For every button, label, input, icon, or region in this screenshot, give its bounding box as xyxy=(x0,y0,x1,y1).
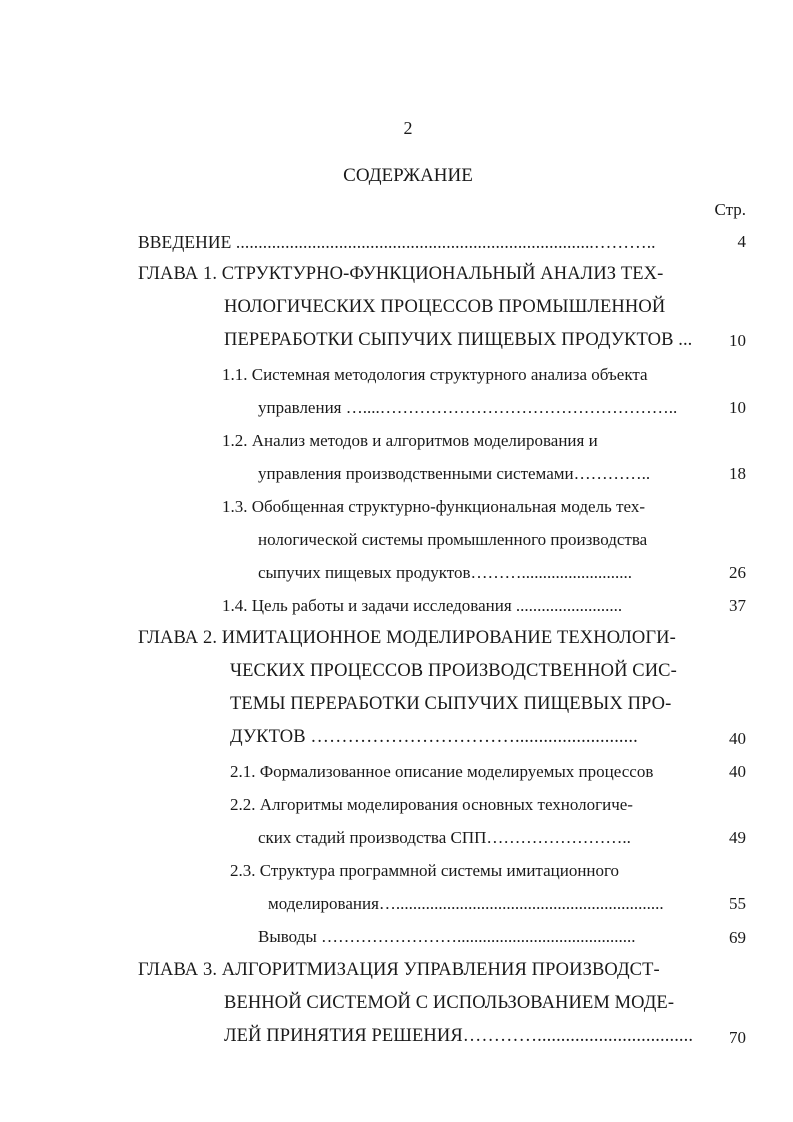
toc-chapter-2-title-cont: ДУКТОВ …………………………….......................... xyxy=(230,727,638,747)
toc-page-number: 10 xyxy=(729,398,746,417)
toc-page-number: 40 xyxy=(729,762,746,781)
toc-chapter-1-title: ГЛАВА 1. СТРУКТУРНО-ФУНКЦИОНАЛЬНЫЙ АНАЛИЗ ТЕХ- xyxy=(138,264,664,284)
toc-section-1-2: 1.2. Анализ методов и алгоритмов моделирования и xyxy=(222,431,598,450)
toc-section-2-3-cont: моделирования…............................................................... xyxy=(268,894,664,913)
toc-chapter-3-title-cont: ЛЕЙ ПРИНЯТИЯ РЕШЕНИЯ…………................................. xyxy=(224,1026,694,1046)
toc-section-1-1-cont: управления …....…………………………………………….. xyxy=(258,398,678,417)
toc-entry-introduction: ВВЕДЕНИЕ ................................................................................……….. xyxy=(138,232,656,252)
toc-section-1-1: 1.1. Системная методология структурного анализа объекта xyxy=(222,365,648,384)
toc-chapter-3-title-cont: ВЕННОЙ СИСТЕМОЙ С ИСПОЛЬЗОВАНИЕМ МОДЕ- xyxy=(224,993,675,1013)
toc-chapter-2-title: ГЛАВА 2. ИМИТАЦИОННОЕ МОДЕЛИРОВАНИЕ ТЕХНОЛОГИ- xyxy=(138,628,676,648)
toc-section-2-2: 2.2. Алгоритмы моделирования основных технологиче- xyxy=(230,795,633,814)
page-number: 2 xyxy=(403,118,413,138)
toc-section-1-3-cont: сыпучих пищевых продуктов……….......................... xyxy=(258,563,633,582)
page-title: СОДЕРЖАНИЕ xyxy=(343,165,473,186)
toc-chapter-2-title-cont: ЧЕСКИХ ПРОЦЕССОВ ПРОИЗВОДСТВЕННОЙ СИС- xyxy=(230,661,677,681)
toc-chapter-3-title: ГЛАВА 3. АЛГОРИТМИЗАЦИЯ УПРАВЛЕНИЯ ПРОИЗВОДСТ- xyxy=(138,960,660,980)
toc-section-1-4: 1.4. Цель работы и задачи исследования ......................... xyxy=(222,596,623,615)
toc-section-2-1: 2.1. Формализованное описание моделируемых процессов xyxy=(230,762,654,781)
toc-page-number: 18 xyxy=(729,464,746,483)
toc-page-number: 70 xyxy=(729,1028,746,1047)
toc-section-1-2-cont: управления производственными системами………….. xyxy=(258,464,651,483)
toc-page-number: 69 xyxy=(729,928,746,947)
toc-page-number: 37 xyxy=(729,596,746,615)
toc-chapter-2-title-cont: ТЕМЫ ПЕРЕРАБОТКИ СЫПУЧИХ ПИЩЕВЫХ ПРО- xyxy=(230,694,672,714)
toc-section-2-2-cont: ских стадий производства СПП…………………….. xyxy=(258,828,631,847)
toc-section-2-3: 2.3. Структура программной системы имитационного xyxy=(230,861,620,880)
toc-page-number: 26 xyxy=(729,563,746,582)
toc-page-number: 55 xyxy=(729,894,746,913)
toc-page-number: 40 xyxy=(729,729,746,748)
toc-conclusions: Выводы …………………….......................................... xyxy=(258,927,636,946)
toc-page-number: 10 xyxy=(729,331,746,350)
toc-chapter-1-title-cont: НОЛОГИЧЕСКИХ ПРОЦЕССОВ ПРОМЫШЛЕННОЙ xyxy=(224,297,666,317)
toc-page-number: 49 xyxy=(729,828,746,847)
toc-page-number: 4 xyxy=(737,232,746,251)
toc-section-1-3-cont: нологической системы промышленного производства xyxy=(258,530,648,549)
toc-section-1-3: 1.3. Обобщенная структурно-функциональная модель тех- xyxy=(222,497,645,516)
page-column-label: Стр. xyxy=(714,200,746,219)
toc-chapter-1-title-cont: ПЕРЕРАБОТКИ СЫПУЧИХ ПИЩЕВЫХ ПРОДУКТОВ ... xyxy=(224,330,693,350)
